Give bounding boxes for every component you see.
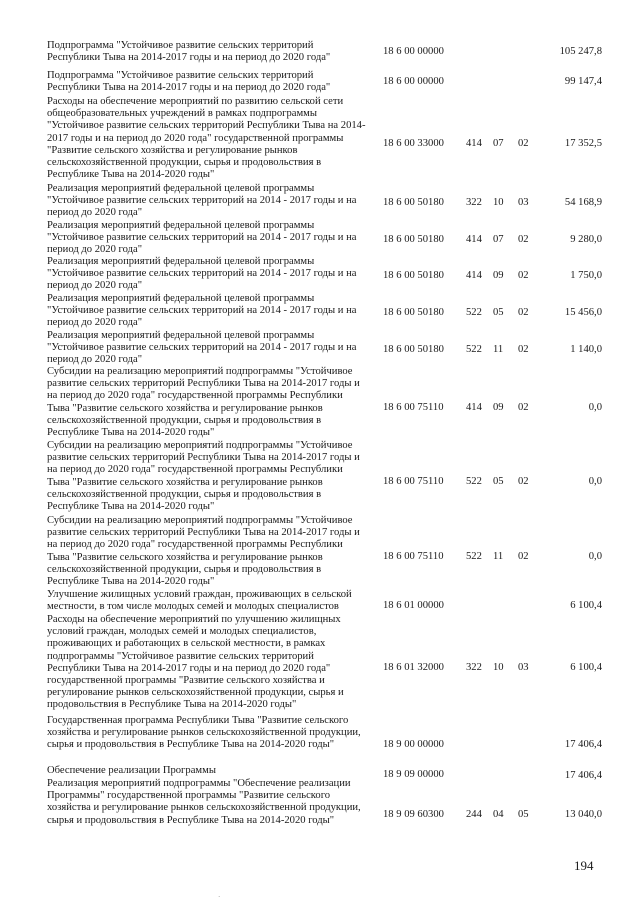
row-code: 18 6 00 75110: [383, 476, 444, 487]
row-description: Улучшение жилищных условий граждан, проживающих в сельской местности, в том числе молодых семей и молодых специалистов: [47, 589, 352, 613]
row-description: Реализация мероприятий федеральной целевой программы "Устойчивое развитие сельских территорий на 2014 - 2017 годы и на период до 2020 года": [47, 330, 357, 366]
row-code: 18 6 00 00000: [383, 76, 444, 87]
page-number: 194: [574, 858, 594, 873]
row-code: 18 6 00 50180: [383, 197, 444, 208]
row-description: Государственная программа Республики Тыва "Развитие сельского хозяйства и регулирование рынков сельскохозяйственной продукции, сырья и продовольствия в Республике Тыва на 2014-2020 годы": [47, 715, 361, 751]
row-description: Реализация мероприятий подпрограммы "Обеспечение реализации Программы" государственной программы "Развитие сельского хозяйства и регулирование рынков сельскохозяйственной продукции, сырья и продовольствия в Республике Тыва на 2014-2020 годы": [47, 778, 361, 826]
row-amount: 17 406,4: [564, 739, 602, 750]
row-section: 11: [493, 344, 504, 355]
row-amount: 105 247,8: [559, 46, 602, 57]
row-expense-type: 414: [466, 234, 482, 245]
row-subsection: 02: [518, 307, 529, 318]
row-section: 10: [493, 662, 504, 673]
row-subsection: 05: [518, 809, 529, 820]
row-subsection: 02: [518, 270, 529, 281]
row-section: 09: [493, 270, 504, 281]
row-expense-type: 522: [466, 344, 482, 355]
row-expense-type: 414: [466, 402, 482, 413]
row-amount: 17 406,4: [564, 770, 602, 781]
row-code: 18 6 01 32000: [383, 662, 444, 673]
row-amount: 13 040,0: [564, 809, 602, 820]
row-code: 18 6 00 50180: [383, 234, 444, 245]
row-code: 18 6 00 75110: [383, 402, 444, 413]
row-description: Обеспечение реализации Программы: [47, 765, 216, 776]
row-section: 09: [493, 402, 504, 413]
row-amount: 0,0: [588, 551, 602, 562]
row-amount: 0,0: [588, 476, 602, 487]
row-expense-type: 522: [466, 551, 482, 562]
row-code: 18 6 00 50180: [383, 270, 444, 281]
row-amount: 15 456,0: [564, 307, 602, 318]
row-code: 18 9 09 00000: [383, 769, 444, 780]
row-amount: 1 750,0: [570, 270, 602, 281]
row-description: Субсидии на реализацию мероприятий подпрограммы "Устойчивое развитие сельских территорий Республики Тыва на 2014-2017 годы и на период до 2020 года" государственной программы Республики Тыва "Развитие сельского хозяйства и регулирование рынков сельскохозяйственной продукции, сырья и продовольствия в Республике Тыва на 2014-2020 годы": [47, 440, 360, 513]
row-amount: 54 168,9: [564, 197, 602, 208]
row-description: Реализация мероприятий федеральной целевой программы "Устойчивое развитие сельских территорий на 2014 - 2017 годы и на период до 2020 года": [47, 256, 357, 292]
row-code: 18 9 09 60300: [383, 809, 444, 820]
row-subsection: 02: [518, 138, 529, 149]
row-subsection: 03: [518, 662, 529, 673]
row-description: Субсидии на реализацию мероприятий подпрограммы "Устойчивое развитие сельских территорий Республики Тыва на 2014-2017 годы и на период до 2020 года" государственной программы Республики Тыва "Развитие сельского хозяйства и регулирование рынков сельскохозяйственной продукции, сырья и продовольствия в Республике Тыва на 2014-2020 годы": [47, 515, 360, 588]
row-section: 10: [493, 197, 504, 208]
row-description: Субсидии на реализацию мероприятий подпрограммы "Устойчивое развитие сельских территорий Республики Тыва на 2014-2017 годы и на период до 2020 года" государственной программы Республики Тыва "Развитие сельского хозяйства и регулирование рынков сельскохозяйственной продукции, сырья и продовольствия в Республике Тыва на 2014-2020 годы": [47, 366, 360, 439]
row-description: Реализация мероприятий федеральной целевой программы "Устойчивое развитие сельских территорий на 2014 - 2017 годы и на период до 2020 года": [47, 293, 357, 329]
row-code: 18 6 00 33000: [383, 138, 444, 149]
row-amount: 17 352,5: [564, 138, 602, 149]
row-expense-type: 244: [466, 809, 482, 820]
row-subsection: 02: [518, 551, 529, 562]
row-code: 18 6 00 00000: [383, 46, 444, 57]
row-description: Расходы на обеспечение мероприятий по развитию сельской сети общеобразовательных учреждений в рамках подпрограммы "Устойчивое развитие сельских территорий Республики Тыва на 2014-2017 годы и на период до 2020 года" государственной программы "Развитие сельского хозяйства и регулирование рынков сельскохозяйственной продукции, сырья и продовольствия в Республике Тыва на 2014-2020 годы": [47, 96, 366, 181]
row-code: 18 6 00 50180: [383, 307, 444, 318]
row-section: 07: [493, 234, 504, 245]
row-subsection: 02: [518, 344, 529, 355]
row-description: Реализация мероприятий федеральной целевой программы "Устойчивое развитие сельских территорий на 2014 - 2017 годы и на период до 2020 года": [47, 220, 357, 256]
row-expense-type: 414: [466, 138, 482, 149]
stray-mark: ·: [218, 893, 221, 901]
row-description: Подпрограмма "Устойчивое развитие сельских территорий Республики Тыва на 2014-2017 годы и на период до 2020 года": [47, 40, 331, 64]
row-amount: 99 147,4: [564, 76, 602, 87]
row-expense-type: 522: [466, 307, 482, 318]
row-section: 07: [493, 138, 504, 149]
row-code: 18 6 00 75110: [383, 551, 444, 562]
row-code: 18 9 00 00000: [383, 739, 444, 750]
row-subsection: 02: [518, 476, 529, 487]
row-amount: 6 100,4: [570, 600, 602, 611]
row-amount: 6 100,4: [570, 662, 602, 673]
row-code: 18 6 01 00000: [383, 600, 444, 611]
row-section: 11: [493, 551, 504, 562]
row-description: Подпрограмма "Устойчивое развитие сельских территорий Республики Тыва на 2014-2017 годы и на период до 2020 года": [47, 70, 331, 94]
row-amount: 0,0: [588, 402, 602, 413]
row-section: 05: [493, 307, 504, 318]
row-section: 05: [493, 476, 504, 487]
row-section: 04: [493, 809, 504, 820]
row-expense-type: 414: [466, 270, 482, 281]
row-amount: 9 280,0: [570, 234, 602, 245]
row-amount: 1 140,0: [570, 344, 602, 355]
row-description: Расходы на обеспечение мероприятий по улучшению жилищных условий граждан, молодых семей и молодых специалистов, проживающих и работающих в сельской местности, в рамках подпрограммы "Устойчивое развитие сельских территорий Республики Тыва на 2014-2017 годы и на период до 2020 года" государственной программы "Развитие сельского хозяйства и регулирование рынков сельскохозяйственной продукции, сырья и продовольствия в Республике Тыва на 2014-2020 годы": [47, 614, 344, 711]
row-subsection: 03: [518, 197, 529, 208]
row-expense-type: 322: [466, 662, 482, 673]
row-expense-type: 522: [466, 476, 482, 487]
row-expense-type: 322: [466, 197, 482, 208]
row-description: Реализация мероприятий федеральной целевой программы "Устойчивое развитие сельских территорий на 2014 - 2017 годы и на период до 2020 года": [47, 183, 357, 219]
row-subsection: 02: [518, 234, 529, 245]
row-code: 18 6 00 50180: [383, 344, 444, 355]
row-subsection: 02: [518, 402, 529, 413]
